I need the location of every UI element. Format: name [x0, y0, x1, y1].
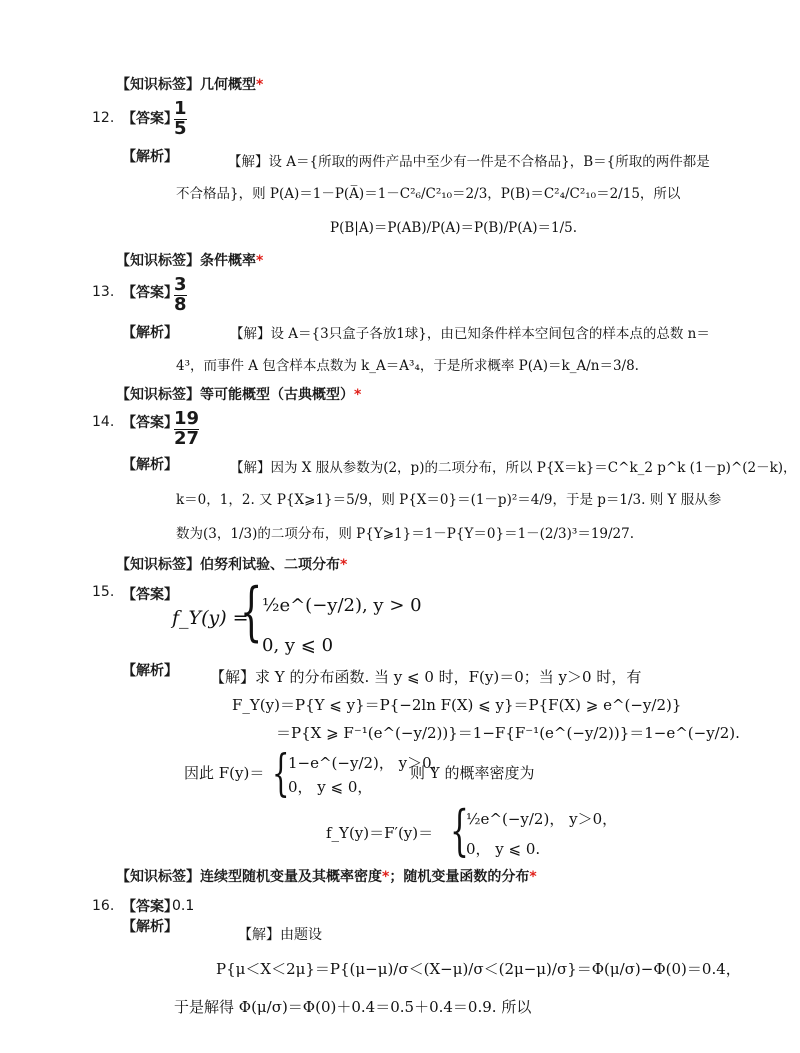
- case-line: 1−e^(−y/2)， y＞0，: [288, 754, 447, 772]
- answer-value: 0.1: [172, 898, 195, 914]
- answer-label: 【答案】: [122, 415, 178, 431]
- analysis-label: 【解析】: [122, 149, 178, 165]
- knowledge-tag: 【知识标签】等可能概型（古典概型）*: [116, 387, 362, 403]
- answer-label: 【答案】: [122, 899, 178, 915]
- answer-case: 0, y ⩽ 0: [262, 635, 334, 656]
- question-number: 13.: [92, 284, 115, 300]
- knowledge-tag: 【知识标签】伯努利试验、二项分布*: [116, 557, 348, 573]
- question-number: 12.: [92, 110, 115, 126]
- question-number: 14.: [92, 414, 115, 430]
- case-line: 0， y ⩽ 0.: [466, 840, 541, 858]
- solution-line: 【解】因为 X 服从参数为(2，p)的二项分布，所以 P{X＝k}＝C^k_2 p^k (1－p)^(2－k)，: [230, 460, 797, 476]
- answer-case: ½e^(−y/2), y > 0: [262, 595, 422, 616]
- answer-fraction: $\frac{1}{5}$: [174, 98, 187, 139]
- case-line: 0， y ⩽ 0，: [288, 778, 373, 796]
- solution-formula: P{μ＜X＜2μ}＝P{(μ−μ)/σ＜(X−μ)/σ＜(2μ−μ)/σ}＝Φ(μ/σ)−Φ(0)＝0.4，: [216, 960, 741, 978]
- answer-label: 【答案】: [122, 111, 178, 127]
- solution-line: k＝0，1，2. 又 P{X⩾1}＝5/9，则 P{X＝0}＝(1－p)²＝4/9，于是 p＝1/3. 则 Y 服从参: [176, 492, 722, 508]
- knowledge-tag: 【知识标签】条件概率*: [116, 253, 264, 269]
- analysis-label: 【解析】: [122, 325, 178, 341]
- solution-line: 于是解得 Φ(μ/σ)＝Φ(0)＋0.4＝0.5＋0.4＝0.9. 所以: [174, 998, 532, 1016]
- knowledge-tag: 【知识标签】几何概型*: [116, 77, 264, 93]
- analysis-label: 【解析】: [122, 663, 178, 679]
- solution-line: 4³，而事件 A 包含样本点数为 k_A＝A³₄，于是所求概率 P(A)＝k_A/n＝3/8.: [176, 358, 639, 374]
- question-number: 16.: [92, 898, 115, 914]
- answer-fraction: $\frac{3}{8}$: [174, 274, 187, 315]
- solution-line: 【解】设 A＝{3只盒子各放1球}，由已知条件样本空间包含的样本点的总数 n＝: [230, 326, 710, 342]
- solution-formula: P(B|A)＝P(AB)/P(A)＝P(B)/P(A)＝1/5.: [330, 220, 578, 236]
- solution-line: 数为(3，1/3)的二项分布，则 P{Y⩾1}＝1－P{Y＝0}＝1－(2/3)³＝19/27.: [176, 526, 635, 542]
- answer-label: 【答案】: [122, 587, 178, 603]
- solution-line: 【解】求 Y 的分布函数. 当 y ⩽ 0 时，F(y)＝0；当 y＞0 时，有: [210, 668, 642, 686]
- solution-line: 因此 F(y)＝: [184, 764, 265, 782]
- left-brace: {: [240, 575, 263, 649]
- case-line: ½e^(−y/2)， y＞0，: [466, 810, 618, 828]
- solution-line: 【解】由题设: [238, 927, 322, 943]
- answer-lhs: f_Y(y) =: [172, 607, 249, 629]
- answer-label: 【答案】: [122, 285, 178, 301]
- left-brace: {: [450, 799, 469, 862]
- solution-line: 【解】设 A＝{所取的两件产品中至少有一件是不合格品}，B＝{所取的两件都是: [228, 154, 710, 170]
- knowledge-tag: 【知识标签】连续型随机变量及其概率密度*；随机变量函数的分布*: [116, 869, 537, 885]
- solution-line: 不合格品}，则 P(A)＝1－P(A̅)＝1－C²₆/C²₁₀＝2/3，P(B)＝C²₄/C²₁₀＝2/15，所以: [176, 186, 681, 202]
- analysis-label: 【解析】: [122, 919, 178, 935]
- solution-formula: ＝P{X ⩾ F⁻¹(e^(−y/2))}＝1−F{F⁻¹(e^(−y/2))}＝1−e^(−y/2).: [276, 724, 740, 742]
- analysis-label: 【解析】: [122, 457, 178, 473]
- question-number: 15.: [92, 584, 115, 600]
- solution-formula: F_Y(y)＝P{Y ⩽ y}＝P{−2ln F(X) ⩽ y}＝P{F(X) ⩾ e^(−y/2)}: [232, 696, 682, 714]
- solution-formula: f_Y(y)＝F′(y)＝: [326, 824, 434, 842]
- answer-fraction: $\frac{19}{27}$: [174, 408, 200, 449]
- left-brace: {: [272, 744, 290, 802]
- solution-line: 则 Y 的概率密度为: [410, 764, 535, 782]
